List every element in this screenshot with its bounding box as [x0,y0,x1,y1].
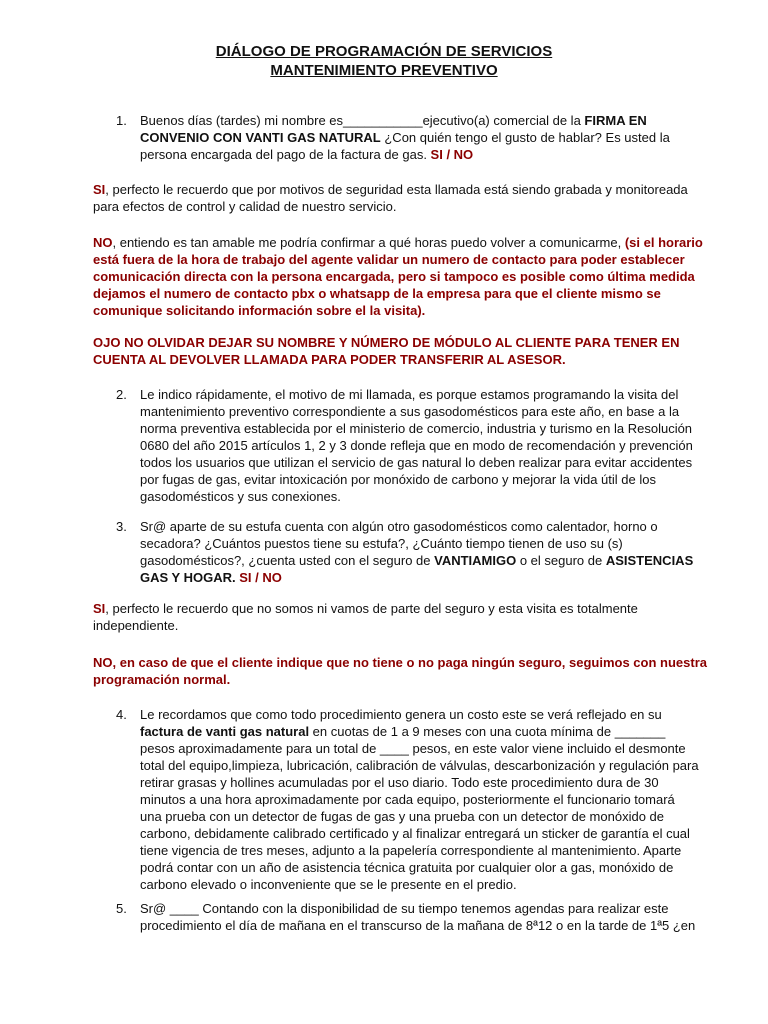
no-seguro-paragraph: NO, en caso de que el cliente indique que no tiene o no paga ningún seguro, seguimos con nuestra programación normal. [93,655,707,687]
list-number: 2. [116,387,127,402]
no-response-paragraph: NO, entiendo es tan amable me podría confirmar a qué horas puedo volver a comunicarme, (si el horario está fuera de la hora de trabajo del agente validar un numero de contacto para poder establecer comunicación directa con la persona encargada, pero si tampoco es posible como última medida dejamos el numero de contacto pbx o whatsapp de la empresa para que el cliente mismo se comunique solicitando información sobre el la visita). [93,235,703,318]
list-number: 4. [116,707,127,722]
list-number: 1. [116,113,127,128]
list-item-text: Sr@ ____ Contando con la disponibilidad de su tiempo tenemos agendas para realizar este procedimiento el día de mañana en el transcurso de la mañana de 8ª12 o en la tarde de 1ª5 ¿en [140,901,696,933]
document-title-line-1: DIÁLOGO DE PROGRAMACIÓN DE SERVICIOS [215,43,553,60]
si-seguro-paragraph: SI, perfecto le recuerdo que no somos ni vamos de parte del seguro y esta visita es totalmente independiente. [93,601,638,633]
important-note: OJO NO OLVIDAR DEJAR SU NOMBRE Y NÚMERO DE MÓDULO AL CLIENTE PARA TENER EN CUENTA AL DEVOLVER LLAMADA PARA PODER TRANSFERIR AL ASESOR. [93,335,680,367]
list-number: 3. [116,519,127,534]
list-item-text: Le indico rápidamente, el motivo de mi llamada, es porque estamos programando la visita del mantenimiento preventivo correspondiente a sus gasodomésticos para este año, en base a la norma preventiva establecida por el ministerio de comercio, industria y turismo en la Resolución 0680 del año 2015 artículos 1, 2 y 3 donde refleja que en modo de recomendación y prevención todos los usuarios que utilizan el servicio de gas natural lo deben realizar para evitar accidentes por fugas de gas, evitar intoxicación por monóxido de carbono y mejorar la vida útil de los gasodomésticos y sus conexiones. [140,387,693,504]
list-item-text: Sr@ aparte de su estufa cuenta con algún otro gasodomésticos como calentador, horno o secadora? ¿Cuántos puestos tiene su estufa?, ¿Cuánto tiempo tienen de uso su (s) gasodomésticos?, ¿cuenta usted con el seguro de VANTIAMIGO o el seguro de ASISTENCIAS GAS Y HOGAR. SI / NO [140,519,694,585]
list-number: 5. [116,901,127,916]
document-title-line-2: MANTENIMIENTO PREVENTIVO [270,62,498,79]
list-item-text: Le recordamos que como todo procedimiento genera un costo este se verá reflejado en su factura de vanti gas natural en cuotas de 1 a 9 meses con una cuota mínima de _______ pesos aproximadamente para un total de ____ pesos, en este valor viene incluido el desmonte total del equipo,limpieza, lubricación, calibración de válvulas, descarbonización y regulación para retirar grasas y hollines acumuladas por el uso diario. Todo este procedimiento dura de 30 minutos a una hora aproximadamente por cada equipo, posteriormente el funcionario tomará una prueba con un detector de fugas de gas y una prueba con un detector de monóxido de carbono, debidamente calibrado certificado y al finalizar entregará un sticker de garantía el cual tiene vigencia de tres meses, adjunto a la papelería correspondiente al mantenimiento. Aparte podrá contar con un año de asistencia técnica gratuita por cualquier olor a gas, monóxido de carbono elevado o inconveniente que se le presente en el predio. [140,707,699,892]
si-response-paragraph: SI, perfecto le recuerdo que por motivos de seguridad esta llamada está siendo grabada y monitoreada para efectos de control y calidad de nuestro servicio. [93,182,688,214]
list-item-text: Buenos días (tardes) mi nombre es___________ejecutivo(a) comercial de la FIRMA EN CONVENIO CON VANTI GAS NATURAL ¿Con quién tengo el gusto de hablar? Es usted la persona encargada del pago de la factura de gas. SI / NO [140,113,670,162]
